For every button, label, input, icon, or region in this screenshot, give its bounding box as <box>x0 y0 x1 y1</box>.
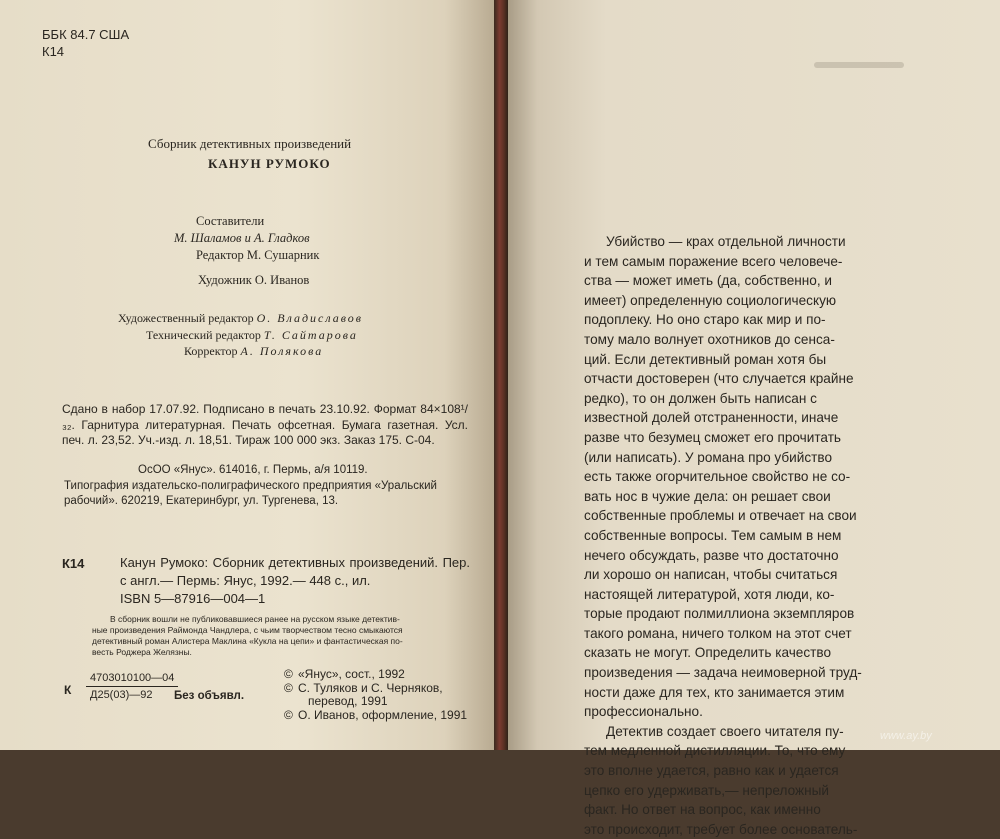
artist-credit: Художник О. Иванов <box>198 273 310 287</box>
art-editor-label: Художественный редактор <box>118 311 257 325</box>
bbk-code: ББК 84.7 США <box>42 27 130 42</box>
editor-credit: Редактор М. Сушарник <box>196 248 320 262</box>
no-announcement: Без объявл. <box>174 690 245 702</box>
body-line: такого романа, ничего толком на этот счет <box>584 625 852 641</box>
body-line: есть также огорчительное свойство не со- <box>584 469 851 485</box>
watermark: www.ay.by <box>880 730 932 742</box>
copyright-icon: © <box>284 680 293 695</box>
publisher-address: ОсОО «Янус». 614016, г. Пермь, а/я 10119. <box>138 464 368 476</box>
compilers-names: М. Шаламов и А. Гладков <box>174 231 310 245</box>
body-line: цепко его удерживать,— непреложный <box>584 782 829 798</box>
printing-house-address: рабочий». 620219, Екатеринбург, ул. Тургенева, 13. <box>64 495 339 507</box>
proofreader-name: А. Полякова <box>240 344 324 358</box>
credits-block <box>150 213 319 289</box>
copyright-line: © С. Туляков и С. Черняков, <box>284 680 443 695</box>
body-line: тем медленной дистилляции. То, что ему <box>584 743 846 759</box>
note-line: детективный роман Алистера Маклина «Кукла на цепи» и фантастическая по- <box>92 636 403 646</box>
collection-title: Сборник детективных произведений <box>148 136 352 151</box>
proofreader-credit <box>118 343 363 360</box>
note-line: весть Роджера Желязны. <box>92 647 192 657</box>
editors-block <box>118 310 363 360</box>
compilers-label: Составители <box>196 214 265 228</box>
body-line: торые продают полмиллиона экземпляров <box>584 606 855 622</box>
body-line: имеет) определенную социологическую <box>584 292 837 308</box>
isbn: ISBN 5—87916—004—1 <box>120 591 266 606</box>
body-line: ли хорошо он написан, чтобы считаться <box>584 567 838 583</box>
proofreader-label: Корректор <box>184 344 241 358</box>
index-numerator: 4703010100—04 <box>86 670 178 687</box>
body-line: собственные проблемы и отвечает на свои <box>584 508 857 524</box>
note-line: ные произведения Раймонда Чандлера, с чьим творчеством тесно смыкаются <box>92 625 403 635</box>
body-line: ций. Если детективный роман хотя бы <box>584 351 827 367</box>
index-letter: К <box>64 683 72 697</box>
body-line: подоплеку. Но оно старо как мир и по- <box>584 312 826 328</box>
body-line: ства — может иметь (да, собственно, и <box>584 273 832 289</box>
print-details: Сдано в набор 17.07.92. Подписано в печать 23.10.92. Формат 84×108¹/₃₂. Гарнитура литературная. Печать офсетная. Бумага газетная. Усл. печ. л. 23,52. Уч.-изд. л. 18,51. Тираж 100 000 экз. Заказ 175. С-04. <box>62 402 468 447</box>
catalog-card-code: К14 <box>62 556 85 571</box>
author-mark: К14 <box>42 44 65 59</box>
copyright-line: © О. Иванов, оформление, 1991 <box>284 707 468 722</box>
right-page <box>508 0 1000 837</box>
publisher-info <box>64 463 437 510</box>
catalog-card-text <box>120 554 470 608</box>
copyright-icon: © <box>284 707 293 722</box>
body-line: разве что безумец сможет его прочитать <box>584 429 841 445</box>
body-line: (или написать). У романа про убийство <box>584 449 833 465</box>
bbk-classification <box>42 26 129 60</box>
tech-editor-credit <box>118 327 363 344</box>
body-line: и тем самым поражение всего человече- <box>584 253 843 269</box>
tech-editor-label: Технический редактор <box>146 327 264 342</box>
copyright-block <box>284 668 467 722</box>
book-title: КАНУН РУМОКО <box>208 156 331 171</box>
body-line: настоящей литературой, хотя люди, ко- <box>584 586 835 602</box>
book-spine-gutter <box>494 0 508 750</box>
body-line: факт. Но ответ на вопрос, как именно <box>584 802 821 818</box>
body-line: профессионально. <box>584 704 703 720</box>
note-line: В сборник вошли не публиковавшиеся ранее на русском языке детектив- <box>110 614 400 624</box>
art-editor-credit <box>118 310 363 327</box>
body-line: вать нос в чужие дела: он решает свои <box>584 488 831 504</box>
body-line: это вполне удается, равно как и удается <box>584 763 839 779</box>
body-line: это происходит, требует более основатель- <box>584 821 858 837</box>
art-editor-name: О. Владиславов <box>256 311 364 325</box>
body-line: Убийство — крах отдельной личности <box>606 234 846 249</box>
tech-editor-name: Т. Сайтарова <box>263 327 358 342</box>
catalog-description: Канун Румоко: Сборник детективных произведений. Пер. с англ.— Пермь: Янус, 1992.— 448 с., ил. <box>120 555 470 588</box>
printing-house: Типография издательско-полиграфического предприятия «Уральский <box>64 479 437 492</box>
annotation-note <box>92 614 403 658</box>
copyright-line: перевод, 1991 <box>308 694 388 708</box>
body-line: произведения — задача неимоверной труд- <box>584 665 862 681</box>
copyright-line: © «Янус», сост., 1992 <box>284 667 405 681</box>
copyright-icon: © <box>284 667 293 681</box>
body-text <box>584 232 954 839</box>
body-line: отчасти достоверен (что случается крайне <box>584 371 854 387</box>
index-denominator: Д25(03)—92 <box>90 689 153 701</box>
body-line: ности даже для тех, кто занимается этим <box>584 684 845 700</box>
body-line: нечего обсуждать, разве что достаточно <box>584 547 839 563</box>
body-line: сказать не могут. Определить качество <box>584 645 832 661</box>
left-page <box>0 0 494 750</box>
body-line: собственные вопросы. Тем самым в нем <box>584 527 842 543</box>
faint-show-through <box>814 62 904 68</box>
body-line: редко), то он должен быть написан с <box>584 390 817 406</box>
body-line: Детектив создает своего читателя пу- <box>606 723 844 739</box>
body-line: тому мало волнует охотников до сенса- <box>584 331 835 347</box>
body-line: известной долей отстраненности, иначе <box>584 410 839 426</box>
index-fraction <box>86 670 178 703</box>
